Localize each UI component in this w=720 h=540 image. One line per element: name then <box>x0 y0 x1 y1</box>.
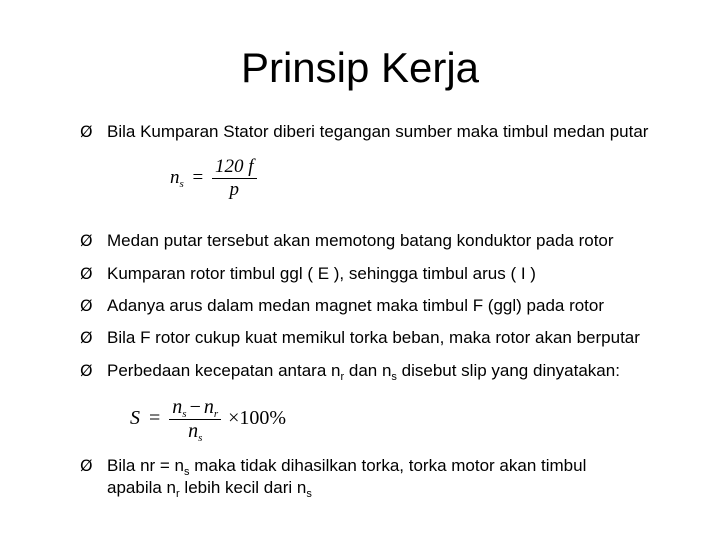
bullet-text: Bila F rotor cukup kuat memikul torka beban, maka rotor akan berputar <box>107 328 640 347</box>
formula-numerator: 120 f <box>212 156 257 179</box>
arrow-bullet-icon: Ø <box>80 361 93 380</box>
formula-fraction <box>212 156 257 201</box>
synchronous-speed-formula <box>170 156 257 201</box>
arrow-bullet-icon: Ø <box>80 296 93 315</box>
bullet-text: Bila nr = $n_s$ maka tidak dihasilkan torka, torka motor akan timbul apabila $n_r$ lebih kecil dari $n_s$ <box>107 456 587 500</box>
formula-equals: = <box>192 166 204 188</box>
formula-percent-factor: ×100% <box>228 407 287 430</box>
formula-fraction <box>169 396 221 443</box>
bullet-text: Kumparan rotor timbul ggl ( E ), sehingga timbul arus ( I ) <box>107 264 536 283</box>
arrow-bullet-icon: Ø <box>80 231 93 250</box>
arrow-bullet-icon: Ø <box>80 122 93 141</box>
formula-lhs: n <box>170 166 180 188</box>
formula-equals: = <box>149 407 161 430</box>
formula-denominator: p <box>229 179 240 200</box>
formula-lhs-subscript: s <box>179 177 184 190</box>
arrow-bullet-icon: Ø <box>80 264 93 283</box>
bullet-text: Medan putar tersebut akan memotong batang konduktor pada rotor <box>107 231 614 250</box>
formula-denominator: $n_s$ <box>188 420 203 444</box>
formula-numerator: $n_s - n_r$ <box>169 396 221 420</box>
arrow-bullet-icon: Ø <box>80 456 93 475</box>
page-title: Prinsip Kerja <box>240 44 480 91</box>
arrow-bullet-icon: Ø <box>80 328 93 347</box>
bullet-text: Perbedaan kecepatan antara $n_r$ dan $n_s$ disebut slip yang dinyatakan: <box>107 361 620 383</box>
bullet-text: Adanya arus dalam medan magnet maka timbul F (ggl) pada rotor <box>107 296 605 315</box>
bullet-text: Bila Kumparan Stator diberi tegangan sumber maka timbul medan putar <box>107 122 649 141</box>
slip-formula <box>130 396 286 443</box>
formula-slip-symbol: S <box>130 407 140 430</box>
